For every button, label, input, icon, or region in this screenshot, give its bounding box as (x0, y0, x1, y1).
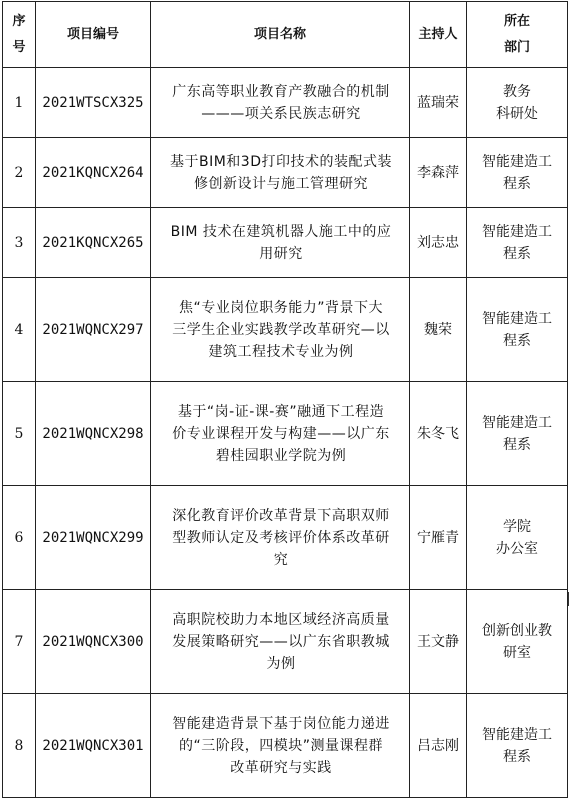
row-name-line: 建筑工程技术专业为例 (208, 343, 354, 360)
row-name (151, 486, 410, 590)
row-host: 李森萍 (410, 138, 467, 208)
row-name-line: 价专业课程开发与构建——以广东 (172, 425, 390, 442)
table-row (3, 278, 568, 382)
row-name-line: BIM 技术在建筑机器人施工中的应 (170, 223, 392, 240)
row-name-line: 修创新设计与施工管理研究 (194, 175, 368, 192)
header-seq-line-2: 号 (12, 39, 26, 55)
row-dept-line: 智能建造工 (482, 726, 552, 743)
row-seq: 2 (3, 138, 36, 208)
row-name-line: 焦“专业岗位职务能力”背景下大 (178, 299, 383, 316)
row-name-line: 广东高等职业教育产教融合的机制 (172, 83, 390, 100)
row-name (151, 208, 410, 278)
row-dept (467, 138, 568, 208)
row-seq: 8 (3, 694, 36, 798)
row-name-line: 究 (273, 551, 289, 568)
row-host: 朱冬飞 (410, 382, 467, 486)
row-dept-line: 教务 (503, 83, 531, 100)
row-name-line: 基于“岗-证-课-赛”融通下工程造 (177, 403, 385, 420)
header-host: 主持人 (410, 2, 467, 68)
header-dept-line-1: 所在 (503, 13, 530, 29)
table-row (3, 382, 568, 486)
row-code: 2021WQNCX299 (36, 486, 151, 590)
row-dept (467, 382, 568, 486)
row-name-line: 改革研究与实践 (230, 759, 332, 776)
table-row (3, 208, 568, 278)
row-dept-line: 研室 (503, 644, 531, 661)
row-code: 2021KQNCX265 (36, 208, 151, 278)
row-dept (467, 590, 568, 694)
row-dept-line: 程系 (503, 332, 531, 349)
row-name (151, 590, 410, 694)
row-host: 刘志忠 (410, 208, 467, 278)
header-dept (467, 2, 568, 68)
row-dept (467, 694, 568, 798)
row-name-line: ———项关系民族志研究 (201, 105, 361, 122)
row-dept-line: 创新创业教 (482, 622, 552, 639)
row-name-line: 深化教育评价改革背景下高职双师 (172, 507, 390, 524)
row-dept-line: 智能建造工 (482, 310, 552, 327)
header-seq-line-1: 序 (12, 13, 26, 29)
row-seq: 1 (3, 68, 36, 138)
row-dept-line: 程系 (503, 436, 531, 453)
row-dept-line: 智能建造工 (482, 223, 552, 240)
row-name-line: 基于BIM和3D打印技术的装配式装 (170, 153, 392, 170)
row-name-line: 型教师认定及考核评价体系改革研 (172, 529, 390, 546)
table-row (3, 694, 568, 798)
row-host: 王文静 (410, 590, 467, 694)
row-name-line: 用研究 (259, 245, 303, 262)
row-dept (467, 208, 568, 278)
project-table (2, 1, 568, 798)
row-code: 2021WQNCX301 (36, 694, 151, 798)
row-dept-line: 科研处 (496, 105, 538, 122)
row-host: 宁雁青 (410, 486, 467, 590)
header-dept-line-2: 部门 (503, 39, 530, 55)
row-dept (467, 486, 568, 590)
row-seq: 4 (3, 278, 36, 382)
header-code: 项目编号 (36, 2, 151, 68)
row-dept (467, 68, 568, 138)
row-name (151, 68, 410, 138)
table-row (3, 590, 568, 694)
row-seq: 7 (3, 590, 36, 694)
row-host: 魏荣 (410, 278, 467, 382)
row-name (151, 278, 410, 382)
row-name (151, 138, 410, 208)
row-name-line: 的“三阶段，四模块”测量课程群 (178, 737, 383, 754)
row-code: 2021WQNCX298 (36, 382, 151, 486)
row-dept-line: 智能建造工 (482, 153, 552, 170)
row-name-line: 高职院校助力本地区域经济高质量 (172, 611, 390, 628)
row-dept-line: 办公室 (496, 540, 538, 557)
row-seq: 5 (3, 382, 36, 486)
row-code: 2021WQNCX297 (36, 278, 151, 382)
row-code: 2021WTSCX325 (36, 68, 151, 138)
header-name: 项目名称 (151, 2, 410, 68)
row-seq: 3 (3, 208, 36, 278)
row-name (151, 382, 410, 486)
edge-tick-mark (568, 592, 569, 606)
table-row (3, 138, 568, 208)
row-code: 2021WQNCX300 (36, 590, 151, 694)
row-host: 吕志刚 (410, 694, 467, 798)
row-dept-line: 程系 (503, 748, 531, 765)
row-name-line: 三学生企业实践教学改革研究—以 (172, 321, 390, 338)
row-seq: 6 (3, 486, 36, 590)
row-name-line: 为例 (266, 655, 296, 672)
header-seq (3, 2, 36, 68)
table-row (3, 68, 568, 138)
row-dept (467, 278, 568, 382)
row-host: 蓝瑞荣 (410, 68, 467, 138)
row-code: 2021KQNCX264 (36, 138, 151, 208)
table-row (3, 486, 568, 590)
row-name-line: 碧桂园职业学院为例 (215, 447, 347, 464)
row-name (151, 694, 410, 798)
row-name-line: 发展策略研究——以广东省职教城 (172, 633, 390, 650)
row-dept-line: 程系 (503, 175, 531, 192)
row-dept-line: 程系 (503, 245, 531, 262)
row-dept-line: 智能建造工 (482, 414, 552, 431)
row-name-line: 智能建造背景下基于岗位能力递进 (172, 715, 390, 732)
row-dept-line: 学院 (503, 518, 531, 535)
header-row (3, 2, 568, 68)
